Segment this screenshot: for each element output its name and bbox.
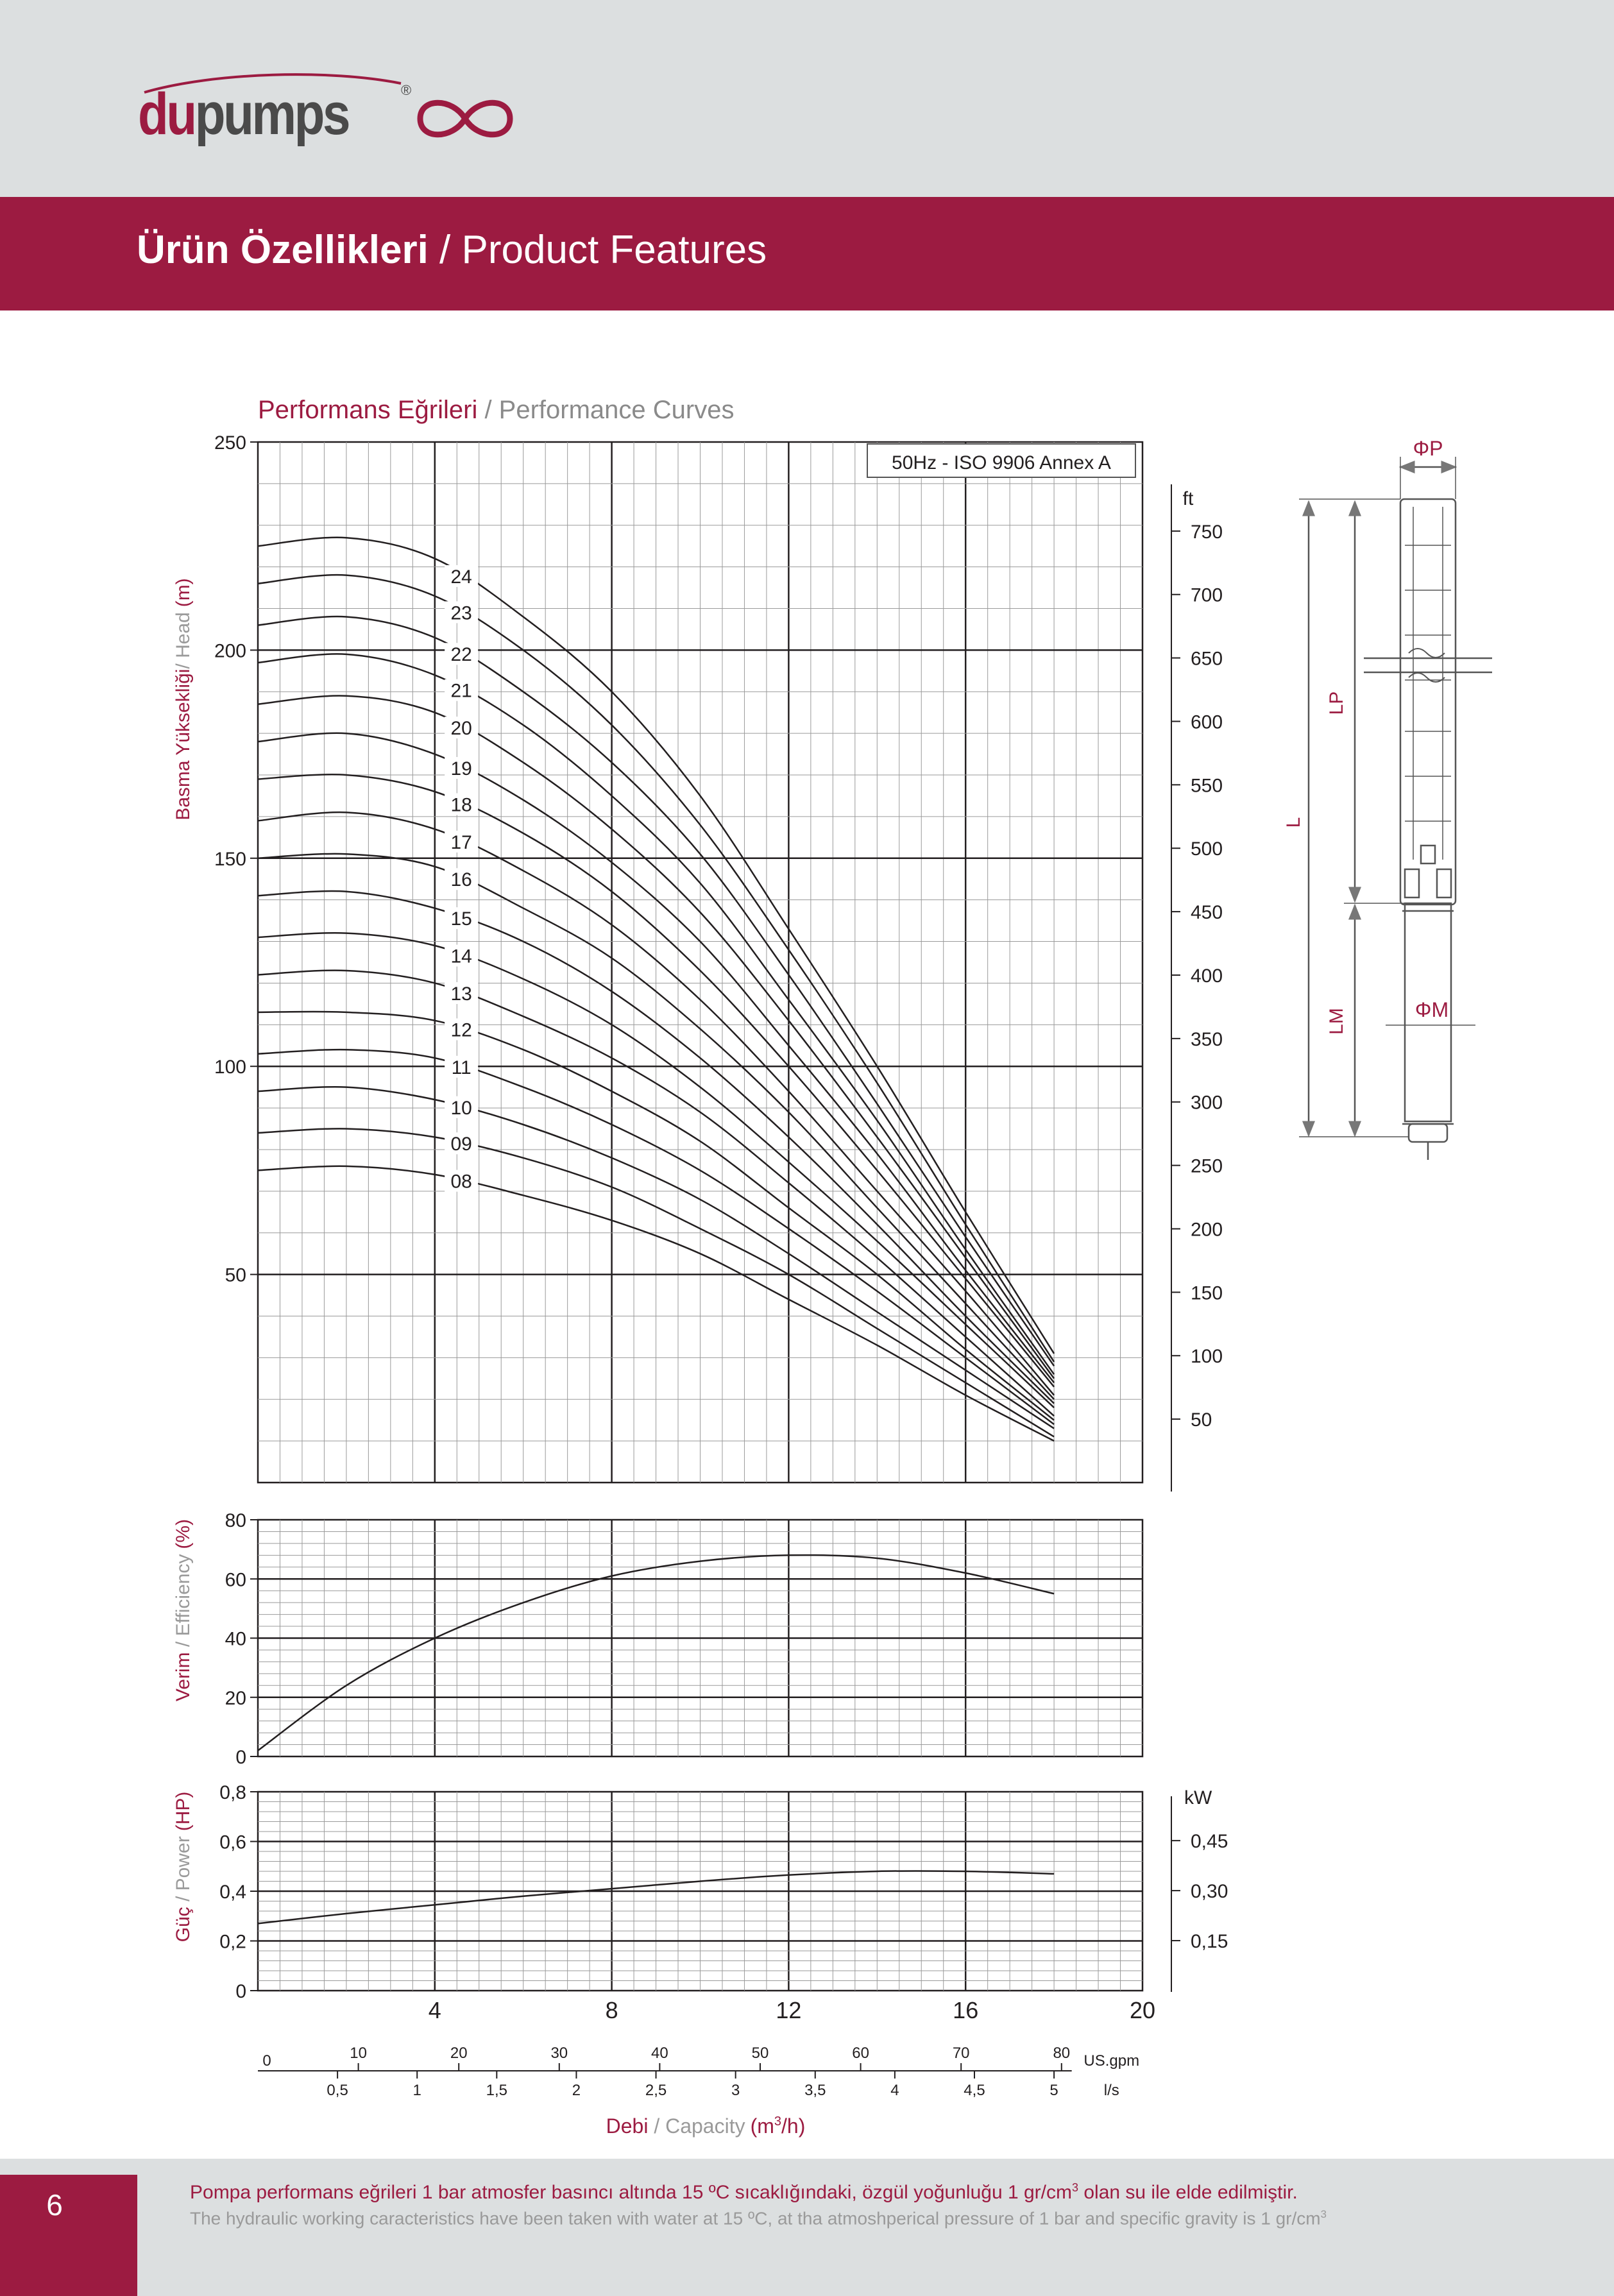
title-separator: / <box>428 228 462 272</box>
feet-tick-label: 700 <box>1191 584 1223 606</box>
curve-label-12: 12 <box>450 1019 472 1041</box>
ls-tick-label: 3,5 <box>804 2082 826 2099</box>
usgpm-tick-label: 0 <box>262 2052 271 2070</box>
efficiency-tick-label: 40 <box>225 1628 246 1650</box>
capacity-axis <box>429 1997 1155 2023</box>
ls-tick-label: 2 <box>572 2082 581 2099</box>
efficiency-axis-label: Verim / Efficiency(%) <box>173 1518 194 1702</box>
power-tick-label: 0 <box>235 1981 246 2002</box>
footnote-tr <box>190 2181 1298 2204</box>
feet-tick-label: 550 <box>1191 775 1223 797</box>
head-tick-label: 150 <box>214 848 246 870</box>
ls-tick-label: 2,5 <box>645 2082 667 2099</box>
feet-axis-unit: ft <box>1182 488 1194 509</box>
curve-label-19: 19 <box>450 758 472 780</box>
diagram-lm: LM <box>1326 1008 1347 1035</box>
feet-tick-label: 500 <box>1191 838 1223 860</box>
ls-tick-label: 4 <box>890 2082 899 2099</box>
power-tick-label: 0,2 <box>219 1931 246 1953</box>
curve-label-22: 22 <box>450 644 472 666</box>
capacity-tick-label: 8 <box>605 1997 618 2023</box>
feet-tick-label: 200 <box>1191 1219 1223 1241</box>
badge <box>867 444 1135 477</box>
kw-tick-label: 0,45 <box>1191 1831 1228 1853</box>
usgpm-tick-label: 40 <box>651 2045 668 2062</box>
curve-label-21: 21 <box>450 680 472 702</box>
usgpm-unit: US.gpm <box>1083 2052 1140 2070</box>
diagram-l: L <box>1283 817 1304 828</box>
feet-tick-label: 400 <box>1191 965 1223 987</box>
capacity-axis-label: Debi / Capacity $(m^3/h)$ <box>606 2114 806 2138</box>
curve-label-11: 11 <box>451 1057 471 1078</box>
page-number: 6 <box>46 2188 63 2222</box>
curve-label-16: 16 <box>450 869 472 891</box>
capacity-tick-label: 20 <box>1129 1997 1156 2023</box>
ls-tick-label: 1 <box>412 2082 421 2099</box>
title-tr: Ürün Özellikleri <box>137 228 429 272</box>
badge-text: 50Hz - ISO 9906 Annex A <box>892 452 1111 473</box>
curve-label-13: 13 <box>450 983 472 1005</box>
feet-tick-label: 150 <box>1191 1282 1223 1304</box>
ls-axis <box>327 2071 1119 2099</box>
feet-tick-label: 50 <box>1191 1409 1212 1431</box>
usgpm-tick-label: 30 <box>550 2045 568 2062</box>
diagram-phi-m: ΦM <box>1414 998 1449 1021</box>
brand-prefix: du <box>138 81 195 147</box>
curve-label-09: 09 <box>450 1134 472 1155</box>
feet-tick-label: 600 <box>1191 711 1223 733</box>
efficiency-tick-label: 60 <box>225 1569 246 1591</box>
usgpm-tick-label: 50 <box>751 2045 769 2062</box>
registered-mark: ® <box>401 82 412 98</box>
kw-axis <box>1171 1787 1228 1992</box>
usgpm-tick-label: 70 <box>952 2045 970 2062</box>
power-axis-label: Güç / Power(HP) <box>173 1791 194 1943</box>
kw-axis-unit: kW <box>1184 1787 1212 1808</box>
ls-tick-label: 4,5 <box>964 2082 985 2099</box>
usgpm-tick-label: 20 <box>450 2045 468 2062</box>
footnote-en-text: The hydraulic working caracteristics have been taken with water at 15 ºC, at tha atmoshperical pressure of 1 bar and specific gravity is 1 gr/cm <box>190 2208 1321 2229</box>
power-tick-label: 0,4 <box>219 1882 246 1903</box>
feet-tick-label: 650 <box>1191 648 1223 670</box>
head-tick-label: 100 <box>214 1057 246 1078</box>
curve-label-23: 23 <box>450 602 472 624</box>
efficiency-axis-ticks <box>225 1510 258 1768</box>
curve-label-15: 15 <box>450 908 472 930</box>
power-grid <box>258 1792 1143 1991</box>
ls-tick-label: 5 <box>1049 2082 1058 2099</box>
footnote-tr-text: Pompa performans eğrileri 1 bar atmosfer basıncı altında 15 ºC sıcaklığındaki, özgül yoğunluğu 1 gr/cm <box>190 2182 1072 2203</box>
head-axis-ticks <box>214 432 258 1286</box>
efficiency-grid <box>258 1520 1143 1756</box>
ls-tick-label: 0,5 <box>327 2082 348 2099</box>
curve-label-24: 24 <box>450 566 472 588</box>
head-axis-label: Basma Yüksekliği/ Head(m) <box>173 578 194 821</box>
usgpm-tick-label: 60 <box>852 2045 869 2062</box>
feet-tick-label: 450 <box>1191 902 1223 924</box>
chart-heading: Performans Eğrileri / Performance Curves <box>258 396 735 424</box>
power-tick-label: 0,8 <box>219 1782 246 1803</box>
feet-axis <box>1171 484 1223 1492</box>
feet-tick-label: 350 <box>1191 1028 1223 1050</box>
usgpm-tick-label: 10 <box>350 2045 367 2062</box>
efficiency-tick-label: 20 <box>225 1687 246 1709</box>
curve-label-08: 08 <box>450 1171 472 1193</box>
feet-tick-label: 100 <box>1191 1346 1223 1368</box>
curve-label-10: 10 <box>450 1097 472 1119</box>
title-en: Product Features <box>461 228 767 272</box>
feet-tick-label: 250 <box>1191 1155 1223 1177</box>
capacity-tick-label: 16 <box>953 1997 979 2023</box>
capacity-tick-label: 12 <box>776 1997 802 2023</box>
kw-tick-label: 0,30 <box>1191 1881 1228 1903</box>
curve-label-14: 14 <box>450 946 472 967</box>
footnote-en-sup: 3 <box>1320 2208 1327 2220</box>
power-tick-label: 0,6 <box>219 1832 246 1853</box>
usgpm-tick-label: 80 <box>1053 2045 1071 2062</box>
pump-diagram <box>1299 457 1492 1160</box>
usgpm-axis <box>258 2045 1139 2071</box>
curve-label-17: 17 <box>450 831 472 853</box>
ls-unit: l/s <box>1103 2082 1119 2099</box>
efficiency-tick-label: 80 <box>225 1510 246 1531</box>
head-tick-label: 250 <box>214 432 246 454</box>
footnote-en <box>190 2208 1327 2229</box>
ls-tick-label: 1,5 <box>486 2082 508 2099</box>
power-axis-ticks <box>219 1782 258 2002</box>
head-tick-label: 50 <box>225 1264 246 1286</box>
efficiency-tick-label: 0 <box>235 1747 246 1768</box>
head-tick-label: 200 <box>214 640 246 662</box>
capacity-tick-label: 4 <box>428 1997 441 2023</box>
ls-tick-label: 3 <box>731 2082 740 2099</box>
curve-label-18: 18 <box>450 794 472 816</box>
footnote-tr-sup: 3 <box>1072 2181 1079 2194</box>
curve-label-20: 20 <box>450 718 472 740</box>
brand-suffix: pumps <box>194 81 349 147</box>
feet-tick-label: 300 <box>1191 1092 1223 1114</box>
kw-tick-label: 0,15 <box>1191 1931 1228 1953</box>
footnote-tr-end: olan su ile elde edilmiştir. <box>1078 2182 1298 2203</box>
diagram-phi-p: ΦP <box>1413 437 1443 460</box>
feet-tick-label: 750 <box>1191 521 1223 543</box>
diagram-lp: LP <box>1326 691 1347 715</box>
